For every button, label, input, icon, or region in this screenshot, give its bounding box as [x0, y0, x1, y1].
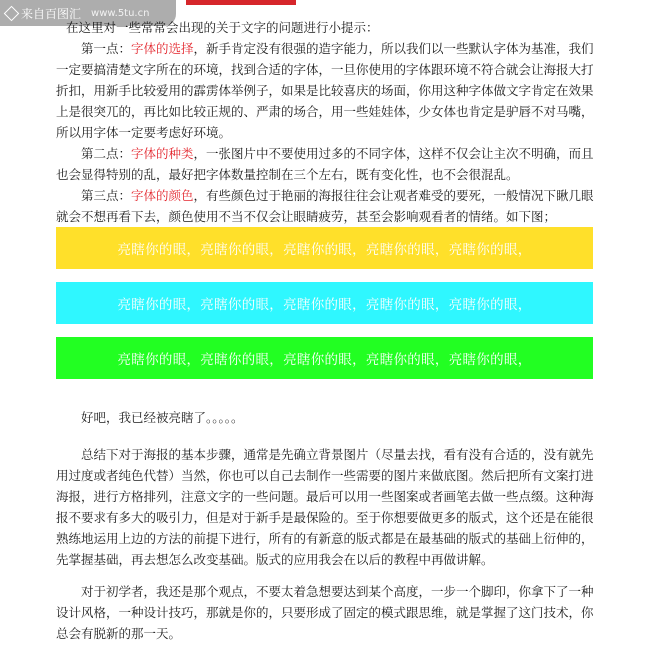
closing-paragraph — [56, 581, 594, 644]
top-accent-bar — [186, 0, 296, 5]
point-2 — [56, 143, 594, 185]
point-3 — [56, 185, 594, 227]
point-2-prefix: 第二点： — [81, 146, 132, 161]
point-1 — [56, 38, 594, 143]
point-1-title: 字体的选择 — [131, 41, 194, 56]
point-3-prefix: 第三点： — [81, 188, 132, 203]
yellow-band-text: 亮瞎你的眼，亮瞎你的眼，亮瞎你的眼，亮瞎你的眼，亮瞎你的眼， — [117, 242, 532, 258]
point-1-prefix: 第一点： — [81, 41, 132, 56]
watermark-url: www.5tu.cn — [91, 7, 150, 19]
point-2-title: 字体的种类 — [131, 146, 194, 161]
point-1-body: ，新手肯定没有很强的造字能力，所以我们以一些默认字体为基准，我们一定要搞清楚文字所在的环境，找到合适的字体，一旦你使用的字体跟环境不符合就会让海报大打折扣，用新手比较爱用的霹雳体举例子，如果是比较喜庆的场面，你用这种字体做文字肯定在效果上是很突兀的，再比如比较正规的、严肃的场合，用一些娃娃体，少女体也肯定是驴唇不对马嘴，所以用字体一定要考虑好环境。 — [56, 41, 594, 140]
yellow-color-sample — [56, 227, 593, 269]
joke-paragraph — [56, 407, 594, 428]
green-color-sample — [56, 337, 593, 379]
closing-text: 对于初学者，我还是那个观点，不要太着急想要达到某个高度，一步一个脚印，你拿下了一种设计风格，一种设计技巧，那就是你的，只要形成了固定的模式跟思维，就是掌握了这门技术，你总会有脱新的那一天。 — [56, 584, 594, 641]
point-3-title: 字体的颜色 — [131, 188, 194, 203]
point-3-body: ，有些颜色过于艳丽的海报往往会让观者难受的要死，一般情况下瞅几眼就会不想再看下去，颜色使用不当不仅会让眼睛疲劳，甚至会影响观看者的情绪。如下图； — [56, 188, 594, 224]
green-band-text: 亮瞎你的眼，亮瞎你的眼，亮瞎你的眼，亮瞎你的眼，亮瞎你的眼， — [117, 352, 532, 368]
summary-text: 总结下对于海报的基本步骤，通常是先确立背景图片（尽量去找，看有没有合适的，没有就先用过度或者纯色代替）当然，你也可以自己去制作一些需要的图片来做底图。然后把所有文案打进海报，进行方格排列，注意文字的一些问题。最后可以用一些图案或者画笔去做一些点缀。这种海报不要求有多大的吸引力，但是对于新手是最保险的。至于你想要做更多的版式，这个还是在能很熟练地运用上边的方法的前提下进行，所有的有新意的版式都是在最基础的版式的基础上衍伸的，先掌握基础，再去想怎么改变基础。版式的应用我会在以后的教程中再做讲解。 — [56, 447, 594, 567]
cyan-band-text: 亮瞎你的眼，亮瞎你的眼，亮瞎你的眼，亮瞎你的眼，亮瞎你的眼， — [117, 297, 532, 313]
joke-line: 好吧，我已经被亮瞎了。。。。。 — [81, 410, 244, 425]
intro-line: 在这里对一些常常会出现的关于文字的问题进行小提示： — [66, 20, 379, 35]
site-logo-icon — [4, 5, 20, 21]
cyan-color-sample — [56, 282, 593, 324]
watermark-label: 来自百图汇 — [21, 6, 82, 21]
point-2-body: ，一张图片中不要使用过多的不同字体，这样不仅会让主次不明确，而且也会显得特别的乱，最好把字体数量控制在三个左右，既有变化性，也不会很混乱。 — [56, 146, 594, 182]
tips-section — [56, 17, 594, 227]
summary-paragraph — [56, 444, 594, 570]
